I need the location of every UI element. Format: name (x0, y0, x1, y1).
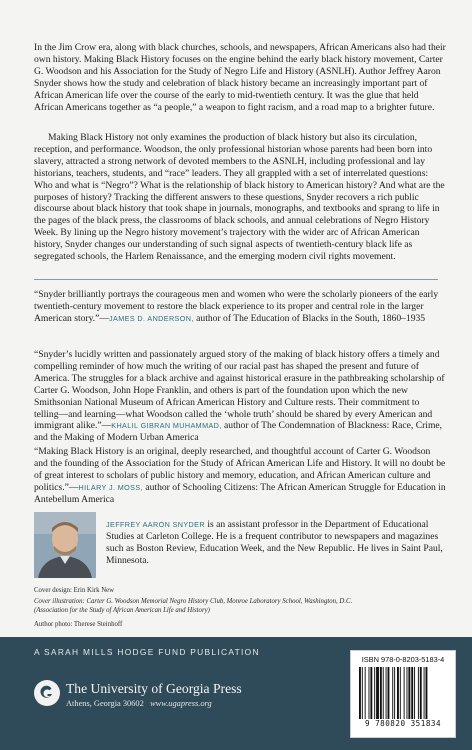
author-photo (34, 512, 96, 578)
barcode-bar (392, 667, 393, 719)
barcode-bar (365, 667, 366, 719)
ugapress-logo-icon (34, 680, 60, 706)
blurb-author-name: KHALIL GIBRAN MUHAMMAD, (111, 421, 222, 431)
barcode-bar (394, 667, 395, 719)
barcode-bar (388, 667, 390, 719)
barcode-bar (424, 667, 425, 719)
blurb-quote: “Snyder brilliantly portrays the courageous men and women who were the scholarly pioneers of the early twentieth-century movement to restore the black experience to its proper and central role in the larger American story.”— (34, 289, 439, 324)
blurb-anderson (34, 289, 446, 325)
blurb-moss (34, 446, 446, 506)
author-photo-credit: Author photo: Therese Steinhoff (34, 621, 123, 628)
barcode-bar (359, 667, 361, 719)
author-name: JEFFREY AARON SNYDER (106, 520, 205, 529)
fund-publication-line: A SARAH MILLS HODGE FUND PUBLICATION (34, 647, 260, 657)
blurb-quote: “Making Black History is an original, deeply researched, and thoughtful account of Carter G. Woodson and the founding of the Association for the Study of African American Life and History. It will no doubt be of great interest to scholars of public history and memory, education, and African American culture and politics.”— (34, 446, 446, 493)
author-bio (106, 519, 446, 567)
barcode-bar (376, 667, 379, 719)
isbn-label: ISBN 978-0-8203-5183-4 (361, 655, 445, 664)
barcode-bar (397, 667, 399, 719)
barcode-bar (411, 667, 413, 719)
barcode-bar (374, 667, 375, 719)
publisher-url[interactable]: www.ugapress.org (150, 699, 212, 708)
barcode-bar (380, 667, 382, 719)
isbn-barcode-box (350, 650, 456, 738)
publisher-location: Athens, Georgia 30602 (66, 699, 144, 708)
barcode-bar (383, 667, 384, 719)
barcode-icon (359, 667, 447, 719)
barcode-bar (408, 667, 410, 719)
barcode-bar (386, 667, 387, 719)
author-bio-text: is an assistant professor in the Department of Educational Studies at Carleton College. He is a frequent contributor to newspapers and magazines such as Boston Review, Education Week, and the New Republic. He lives in Saint Paul, Minnesota. (106, 519, 443, 566)
barcode-bar (407, 667, 408, 719)
cover-design-credit: Cover design: Erin Kirk New (34, 587, 115, 594)
barcode-bar (362, 667, 363, 719)
blurb-muhammad (34, 349, 446, 444)
description-paragraph-1: In the Jim Crow era, along with black churches, schools, and newspapers, African Americans also had their own history. Making Black History focuses on the engine behind the early black history movement, Carter G. Woodson and his Association for the Study of Negro Life and History (ASNLH). Author Jeffrey Aaron Snyder shows how the study and celebration of black history became an increasingly important part of African American life over the course of the early to mid-twentieth century. It was the glue that held African Americans together as “a people,” a weapon to fight racism, and a road map to a brighter future. (34, 42, 446, 113)
publisher-name: The University of Georgia Press (66, 681, 242, 696)
cover-illustration-credit: Cover illustration: Carter G. Woodson Memorial Negro History Club, Monroe Laboratory School, Washington, D.C. (Association for the Study of African American Life and History) (34, 598, 353, 614)
barcode-bar (426, 667, 428, 719)
barcode-bar (418, 667, 419, 719)
barcode-bar (414, 667, 415, 719)
logo-mark (34, 680, 60, 706)
barcode-bar (369, 667, 370, 719)
publisher-address (66, 699, 212, 708)
blurb-author-credit: author of The Condemnation of Blackness: Race, Crime, and the Making of Modern Urban America (34, 420, 443, 444)
author-portrait-illustration (34, 512, 96, 578)
barcode-bar (400, 667, 401, 719)
barcode-bar (420, 667, 422, 719)
barcode-bar (404, 667, 405, 719)
blurb-author-name: HILARY J. MOSS, (78, 482, 143, 492)
isbn-digits: 9 780820 351834 (364, 719, 442, 728)
description-paragraph-2: Making Black History not only examines the production of black history but also its circulation, reception, and performance. Woodson, the only professional historian whose parents had been born into slavery, attracted a strong network of devoted members to the ASNLH, including professional and lay historians, teachers, students, and “race” leaders. They all grappled with a set of interrelated questions: Who and what is “Negro”? What is the relationship of black history to American history? And what are the purposes of history? Tracking the different answers to these questions, Snyder recovers a rich public discourse about black history that took shape in journals, monographs, and textbooks and sprang to life in the pages of the black press, the classrooms of black schools, and annual celebrations of Negro History Week. By lining up the Negro history movement’s trajectory with the wider arc of African American history, Snyder changes our understanding of such signal aspects of twentieth-century black life as segregated schools, the Harlem Renaissance, and the emerging modern civil rights movement. (34, 132, 445, 263)
blurb-author-name: JAMES D. ANDERSON, (109, 313, 194, 323)
blurb-author-credit: author of The Education of Blacks in the South, 1860–1935 (193, 312, 426, 324)
blurb-quote: “Snyder’s lucidly written and passionately argued story of the making of black history offers a timely and compelling reminder of how much the writing of our racial past has shaped the present and future of America. The struggles for a black archive and against historical erasure in the pathbreaking scholarship of Carter G. Woodson, John Hope Franklin, and others is part of the foundation upon which the new Smithsonian National Museum of African American History and Culture rests. Their commitment to telling—and learning—what Woodson called the ‘whole truth’ should be shared by every American and immigrant alike.”— (34, 349, 445, 432)
divider (34, 279, 438, 280)
barcode-bar (370, 667, 372, 719)
blurb-author-credit: author of Schooling Citizens: The African American Struggle for Education in Antebellum America (34, 481, 446, 505)
